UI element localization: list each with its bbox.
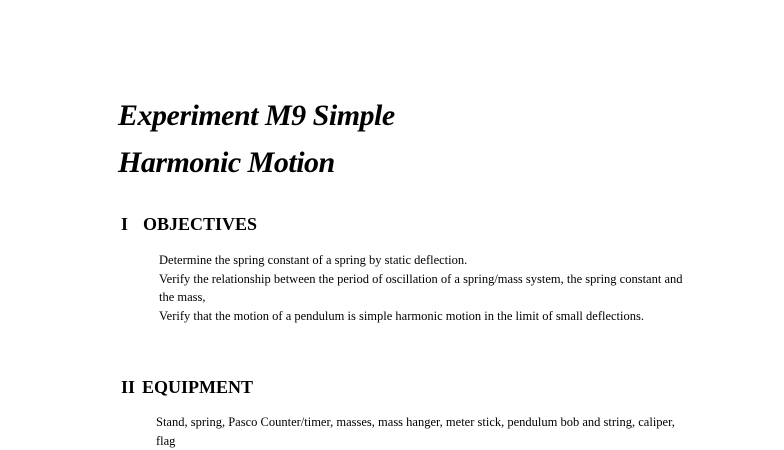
section-title: OBJECTIVES	[143, 214, 258, 234]
document-title	[118, 92, 395, 186]
section-number: II	[121, 377, 136, 397]
objectives-list	[158, 251, 688, 325]
title-line-2: Harmonic Motion	[118, 146, 335, 179]
equipment-heading	[121, 376, 253, 398]
equipment-text: Stand, spring, Pasco Counter/timer, masses, mass hanger, meter stick, pendulum bob and string, caliper, flag	[156, 415, 675, 448]
section-number: I	[121, 214, 129, 234]
list-item: Verify the relationship between the period of oscillation of a spring/mass system, the spring constant and the mass,	[159, 271, 683, 304]
title-line-1: Experiment M9 Simple	[118, 99, 395, 132]
list-item: Verify that the motion of a pendulum is simple harmonic motion in the limit of small deflections.	[159, 308, 644, 323]
objectives-heading	[121, 213, 257, 235]
list-item: Determine the spring constant of a spring by static deflection.	[159, 253, 468, 267]
section-title: EQUIPMENT	[142, 377, 254, 397]
